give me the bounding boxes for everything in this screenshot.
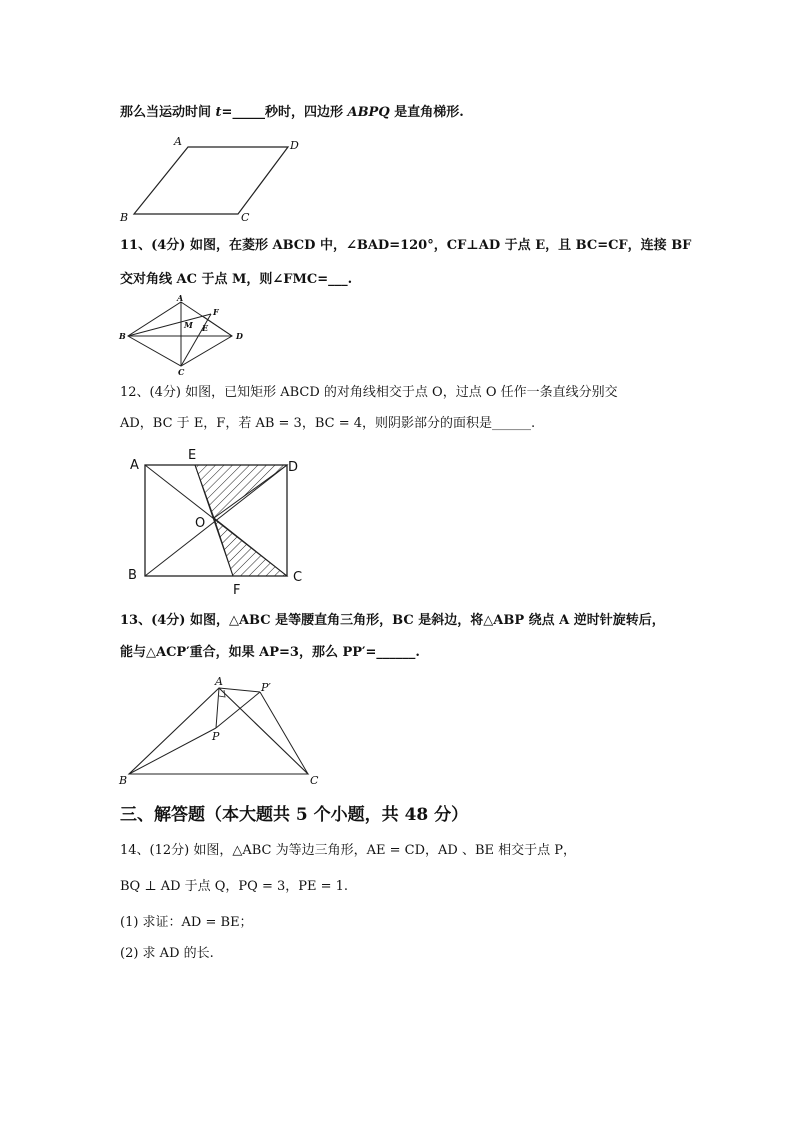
label-D: D	[236, 331, 243, 341]
label-O: O	[195, 516, 206, 531]
q11-line-2: 交对角线 AC 于点 M，则∠FMC=___.	[120, 272, 353, 287]
q10-var-t: t	[215, 105, 222, 120]
label-F: F	[233, 583, 241, 598]
q10-eq: =	[221, 105, 233, 120]
parallelogram-shape	[134, 147, 288, 214]
label-A: A	[130, 458, 139, 473]
q10-answer-blank: _____	[232, 105, 265, 120]
q10-text-mid: 秒时，四边形	[264, 105, 348, 120]
label-P-prime: P′	[261, 681, 271, 694]
q14-line-1: 14、(12分) 如图，△ABC 为等边三角形，AE = CD，AD 、BE 相交于点 P，	[120, 843, 577, 858]
q10-quad-name: ABPQ	[347, 105, 390, 120]
segment-BP	[129, 728, 216, 774]
q10-parallelogram-figure	[110, 132, 310, 227]
segment-PP2	[216, 692, 260, 728]
segment-ED	[204, 317, 232, 336]
label-A: A	[174, 135, 182, 148]
q14-part-2: (2) 求 AD 的长.	[120, 946, 214, 961]
label-C: C	[241, 211, 250, 224]
label-B: B	[128, 568, 137, 583]
label-B: B	[119, 774, 128, 787]
label-E: E	[202, 323, 209, 333]
q13-line-2: 能与△ACP′重合，如果 AP=3，那么 PP′=______.	[120, 645, 420, 660]
label-C: C	[178, 367, 185, 377]
q13-triangle-figure	[115, 672, 330, 792]
segment-BF	[128, 314, 211, 336]
label-C: C	[293, 570, 303, 585]
label-C: C	[310, 774, 319, 787]
label-F: F	[213, 307, 219, 317]
label-B: B	[119, 331, 126, 341]
label-A: A	[215, 675, 223, 688]
label-M: M	[184, 320, 193, 330]
label-D: D	[288, 460, 299, 475]
q14-line-2: BQ ⊥ AD 于点 Q，PQ = 3，PE = 1.	[120, 879, 349, 894]
q10-text-end: 是直角梯形.	[389, 105, 464, 120]
q12-line-2: AD，BC 于 E，F，若 AB = 3，BC = 4，则阴影部分的面积是______.	[120, 416, 536, 431]
label-P: P	[212, 730, 220, 743]
segment-AP2	[219, 688, 260, 692]
q11-rhombus-figure	[114, 292, 254, 377]
section-3-heading: 三、解答题（本大题共 5 个小题，共 48 分）	[120, 805, 469, 825]
q13-line-1: 13、(4分) 如图，△ABC 是等腰直角三角形，BC 是斜边，将△ABP 绕点 A 逆时针旋转后，	[120, 613, 665, 628]
label-D: D	[290, 139, 299, 152]
q12-rectangle-figure	[125, 445, 315, 600]
label-B: B	[120, 211, 129, 224]
label-E: E	[188, 448, 197, 463]
shaded-region-top	[195, 465, 287, 518]
segment-P2C	[260, 692, 308, 774]
q10-text-prefix: 那么当运动时间	[120, 105, 216, 120]
segment-AP	[216, 688, 219, 728]
q14-part-1: (1) 求证：AD = BE；	[120, 915, 253, 930]
q12-line-1: 12、(4分) 如图，已知矩形 ABCD 的对角线相交于点 O，过点 O 任作一条直线分别交	[120, 385, 618, 400]
q11-line-1: 11、(4分) 如图，在菱形 ABCD 中，∠BAD=120°，CF⊥AD 于点 E，且 BC=CF，连接 BF	[120, 238, 692, 253]
label-A: A	[177, 293, 184, 303]
q10-text-line	[120, 104, 464, 122]
